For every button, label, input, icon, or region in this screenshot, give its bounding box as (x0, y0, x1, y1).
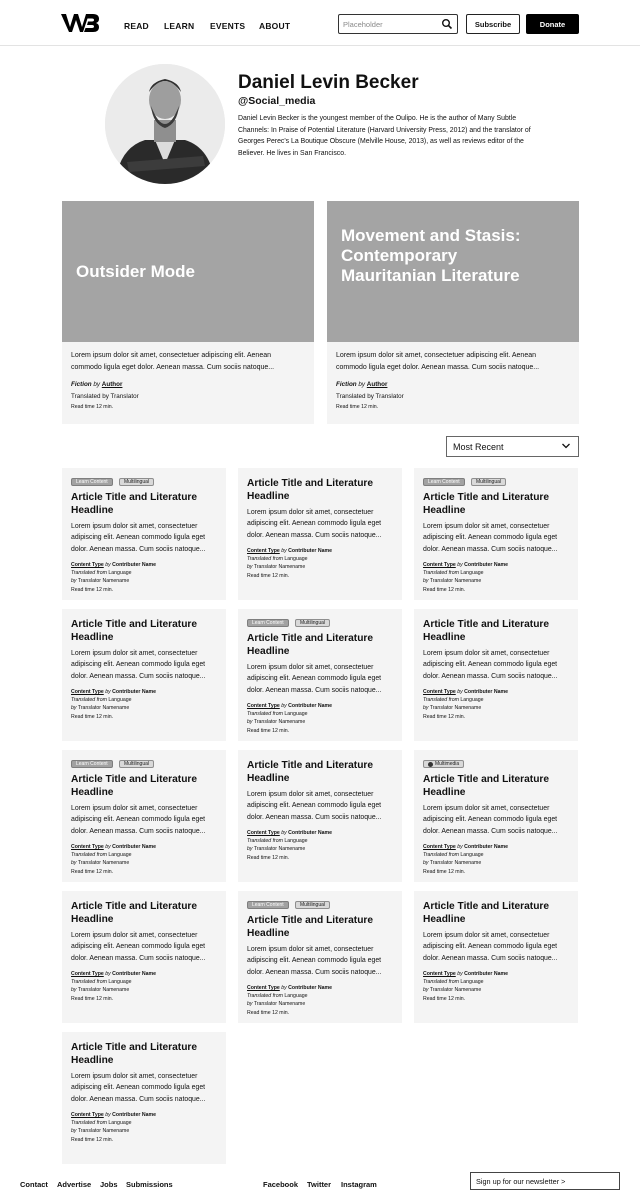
translator-name: Translator Namename (253, 719, 306, 726)
nav-read[interactable]: READ (124, 21, 149, 31)
article-title[interactable]: Article Title and Literature Headline (71, 901, 198, 925)
translator-name: Translator Namename (77, 578, 130, 585)
translator-name: Translator Namename (253, 846, 306, 853)
tag-multilingual[interactable]: Multilingual (119, 760, 154, 768)
article-excerpt: Lorem ipsum dolor sit amet, consectetuer adipiscing elit. Aenean commodo ligula eget dolor. Aenean massa. Cum sociis natoque... (247, 664, 382, 694)
contributor-name[interactable]: Contributer Name (288, 703, 332, 709)
translated-from-label: Translated from (423, 979, 459, 986)
translated-from-label: Translated from (71, 1120, 107, 1127)
contributor-name[interactable]: Contributer Name (464, 689, 508, 695)
article-card[interactable] (62, 468, 226, 600)
translated-from-label: Translated from (71, 852, 107, 859)
language-label: Language (108, 1120, 132, 1127)
subscribe-button[interactable]: Subscribe (466, 14, 520, 34)
by-label: by (105, 689, 111, 695)
site-logo[interactable] (60, 12, 100, 34)
translated-from-label: Translated from (247, 711, 283, 718)
language-label: Language (284, 556, 308, 563)
article-excerpt: Lorem ipsum dolor sit amet, consectetuer adipiscing elit. Aenean commodo ligula eget dolor. Aenean massa. Cum sociis natoque... (423, 805, 558, 835)
read-time: Read time 12 min. (247, 727, 290, 734)
translator-name: Translator Namename (429, 987, 482, 994)
read-time: Read time 12 min. (423, 586, 466, 593)
translator-name: Translator Namename (77, 705, 130, 712)
contributor-name[interactable]: Contributer Name (464, 844, 508, 850)
featured-read-time: Read time 12 min. (336, 404, 379, 410)
by-label: by (281, 830, 287, 836)
by-label: by (105, 844, 111, 850)
article-card[interactable] (62, 891, 226, 1023)
donate-button[interactable]: Donate (526, 14, 579, 34)
tag-learn-content[interactable]: Learn Content (71, 760, 113, 768)
by-label: by (457, 562, 463, 568)
featured-article[interactable] (327, 201, 579, 424)
by-label: by (457, 971, 463, 977)
search-box (338, 14, 458, 34)
language-label: Language (108, 979, 132, 986)
by-label: by (423, 987, 429, 994)
translated-from-label: Translated from (247, 993, 283, 1000)
by-label: by (71, 1128, 77, 1135)
footer-link-twitter[interactable]: Twitter (307, 1180, 332, 1189)
sort-selected-value: Most Recent (453, 442, 504, 452)
translator-name: Translator Namename (77, 987, 130, 994)
article-title[interactable]: Article Title and Literature Headline (247, 478, 374, 502)
contributor-name[interactable]: Contributer Name (112, 1112, 156, 1118)
article-excerpt: Lorem ipsum dolor sit amet, consectetuer adipiscing elit. Aenean commodo ligula eget dolor. Aenean massa. Cum sociis natoque... (423, 523, 558, 553)
content-type-link[interactable]: Content Type (423, 844, 456, 850)
by-label: by (71, 987, 77, 994)
author-bio: Daniel Levin Becker is the youngest member of the Oulipo. He is the author of Many Subtle Channels: In Praise of Potential Literature (Harvard University Press, 2012) and the translator of Georges Perec's La Boutique Obscure (Melville House, 2013), as well as reviews editor of the Believer. He lives in San Francisco. (238, 115, 531, 158)
article-excerpt: Lorem ipsum dolor sit amet, consectetuer adipiscing elit. Aenean commodo ligula eget dolor. Aenean massa. Cum sociis natoque... (71, 932, 206, 962)
article-card[interactable] (414, 468, 578, 600)
article-excerpt: Lorem ipsum dolor sit amet, consectetuer adipiscing elit. Aenean commodo ligula eget dolor. Aenean massa. Cum sociis natoque... (71, 1073, 206, 1103)
tag-multimedia-label: Multimedia (435, 761, 460, 767)
content-type-link[interactable]: Content Type (423, 689, 456, 695)
contributor-name[interactable]: Contributer Name (112, 562, 156, 568)
by-label: by (247, 846, 253, 853)
read-time: Read time 12 min. (71, 995, 114, 1002)
article-title[interactable]: Article Title and Literature Headline (247, 760, 374, 784)
featured-image[interactable] (327, 201, 579, 342)
tag-multilingual[interactable]: Multilingual (295, 901, 330, 909)
language-label: Language (460, 979, 484, 986)
language-label: Language (284, 711, 308, 718)
tag-multilingual[interactable]: Multilingual (119, 478, 154, 486)
by-label: by (247, 1001, 253, 1008)
article-title[interactable]: Article Title and Literature Headline (71, 619, 198, 643)
article-card[interactable] (62, 1032, 226, 1164)
article-meta (423, 688, 573, 721)
language-label: Language (460, 697, 484, 704)
read-time: Read time 12 min. (423, 868, 466, 875)
contributor-name[interactable]: Contributer Name (112, 689, 156, 695)
read-time: Read time 12 min. (71, 586, 114, 593)
footer-link-advertise[interactable]: Advertise (57, 1180, 92, 1189)
search-input[interactable] (343, 18, 439, 31)
translated-from-label: Translated from (423, 852, 459, 859)
article-meta (71, 561, 221, 594)
content-type-link[interactable]: Content Type (71, 844, 104, 850)
article-card[interactable] (414, 891, 578, 1023)
translator-name: Translator Namename (429, 578, 482, 585)
nav-learn[interactable]: LEARN (164, 21, 195, 31)
content-type-link[interactable]: Content Type (247, 548, 280, 554)
contributor-name[interactable]: Contributer Name (288, 985, 332, 991)
article-excerpt: Lorem ipsum dolor sit amet, consectetuer adipiscing elit. Aenean commodo ligula eget dolor. Aenean massa. Cum sociis natoque... (247, 946, 382, 976)
category-label: Fiction (336, 381, 357, 388)
by-label: by (247, 719, 253, 726)
by-label: by (247, 564, 253, 571)
featured-translator: Translated by Translator (71, 393, 139, 400)
footer-link-jobs[interactable]: Jobs (100, 1180, 118, 1189)
translator-name: Translator Namename (77, 860, 130, 867)
article-meta (71, 843, 221, 876)
sort-dropdown[interactable] (446, 436, 579, 457)
featured-category (336, 381, 387, 388)
article-meta (423, 970, 573, 1003)
featured-excerpt: Lorem ipsum dolor sit amet, consectetuer adipiscing elit. Aenean commodo ligula eget dolor. Aenean massa. Cum sociis natoque... (71, 352, 275, 371)
language-label: Language (460, 570, 484, 577)
article-excerpt: Lorem ipsum dolor sit amet, consectetuer adipiscing elit. Aenean commodo ligula eget dolor. Aenean massa. Cum sociis natoque... (71, 523, 206, 553)
translator-name: Translator Namename (429, 860, 482, 867)
article-meta (423, 843, 573, 876)
contributor-name[interactable]: Contributer Name (112, 971, 156, 977)
article-meta (71, 1111, 221, 1144)
featured-translator: Translated by Translator (336, 393, 404, 400)
article-excerpt: Lorem ipsum dolor sit amet, consectetuer adipiscing elit. Aenean commodo ligula eget dolor. Aenean massa. Cum sociis natoque... (71, 805, 206, 835)
translated-from-label: Translated from (71, 697, 107, 704)
featured-read-time: Read time 12 min. (71, 404, 114, 410)
translator-name: Translator Namename (429, 705, 482, 712)
contributor-name[interactable]: Contributer Name (288, 548, 332, 554)
language-label: Language (108, 570, 132, 577)
by-label: by (71, 705, 77, 712)
chevron-down-icon (561, 441, 571, 451)
author-avatar (105, 64, 225, 184)
search-icon[interactable] (441, 18, 453, 30)
article-card[interactable] (62, 750, 226, 882)
content-type-link[interactable]: Content Type (247, 830, 280, 836)
footer-link-submissions[interactable]: Submissions (126, 1180, 173, 1189)
by-label: by (105, 562, 111, 568)
by-label: by (105, 1112, 111, 1118)
article-title[interactable]: Article Title and Literature Headline (247, 633, 374, 657)
article-card[interactable] (238, 609, 402, 741)
article-title[interactable]: Article Title and Literature Headline (71, 774, 198, 798)
translated-from-label: Translated from (247, 556, 283, 563)
article-excerpt: Lorem ipsum dolor sit amet, consectetuer adipiscing elit. Aenean commodo ligula eget dolor. Aenean massa. Cum sociis natoque... (71, 650, 206, 680)
newsletter-signup[interactable] (470, 1172, 620, 1190)
article-title[interactable]: Article Title and Literature Headline (423, 492, 550, 516)
featured-image[interactable] (62, 201, 314, 342)
article-title[interactable]: Article Title and Literature Headline (247, 915, 374, 939)
by-label: by (105, 971, 111, 977)
article-card[interactable] (238, 750, 402, 882)
language-label: Language (284, 993, 308, 1000)
content-type-link[interactable]: Content Type (247, 985, 280, 991)
tag-learn-content[interactable]: Learn Content (247, 619, 289, 627)
article-meta (247, 702, 397, 735)
tag-learn-content[interactable]: Learn Content (71, 478, 113, 486)
language-label: Language (108, 852, 132, 859)
footer-link-instagram[interactable]: Instagram (341, 1180, 377, 1189)
by-label: by (71, 860, 77, 867)
article-meta (71, 688, 221, 721)
article-card[interactable] (62, 609, 226, 741)
content-type-link[interactable]: Content Type (247, 703, 280, 709)
by-label: by (281, 548, 287, 554)
tag-learn-content[interactable]: Learn Content (423, 478, 465, 486)
article-card[interactable] (238, 891, 402, 1023)
tag-multimedia[interactable] (423, 760, 464, 768)
article-excerpt: Lorem ipsum dolor sit amet, consectetuer adipiscing elit. Aenean commodo ligula eget dolor. Aenean massa. Cum sociis natoque... (423, 932, 558, 962)
author-social-handle[interactable]: @Social_media (238, 95, 316, 107)
play-icon (428, 762, 433, 767)
category-label: Fiction (71, 381, 92, 388)
by-label: by (281, 985, 287, 991)
nav-events[interactable]: EVENTS (210, 21, 246, 31)
by-label: by (457, 844, 463, 850)
author-link[interactable]: Author (366, 381, 388, 388)
featured-category (71, 381, 122, 388)
language-label: Language (108, 697, 132, 704)
article-title[interactable]: Article Title and Literature Headline (71, 492, 198, 516)
newsletter-label: Sign up for our newsletter > (476, 1177, 566, 1186)
read-time: Read time 12 min. (71, 868, 114, 875)
contributor-name[interactable]: Contributer Name (288, 830, 332, 836)
read-time: Read time 12 min. (71, 1136, 114, 1143)
contributor-name[interactable]: Contributer Name (464, 971, 508, 977)
content-type-link[interactable]: Content Type (71, 1112, 104, 1118)
article-title[interactable]: Article Title and Literature Headline (423, 619, 550, 643)
read-time: Read time 12 min. (423, 995, 466, 1002)
by-label: by (457, 689, 463, 695)
article-excerpt: Lorem ipsum dolor sit amet, consectetuer adipiscing elit. Aenean commodo ligula eget dolor. Aenean massa. Cum sociis natoque... (247, 509, 382, 539)
featured-excerpt: Lorem ipsum dolor sit amet, consectetuer adipiscing elit. Aenean commodo ligula eget dolor. Aenean massa. Cum sociis natoque... (336, 352, 540, 371)
by-label: by (423, 860, 429, 867)
translated-from-label: Translated from (423, 697, 459, 704)
read-time: Read time 12 min. (423, 713, 466, 720)
read-time: Read time 12 min. (247, 1009, 290, 1016)
article-meta (247, 829, 397, 862)
article-title[interactable]: Article Title and Literature Headline (423, 774, 550, 798)
tag-multilingual[interactable]: Multilingual (295, 619, 330, 627)
tag-learn-content[interactable]: Learn Content (247, 901, 289, 909)
featured-article[interactable] (62, 201, 314, 424)
footer-link-contact[interactable]: Contact (20, 1180, 48, 1189)
translator-name: Translator Namename (253, 1001, 306, 1008)
content-type-link[interactable]: Content Type (71, 689, 104, 695)
by-label: by (423, 578, 429, 585)
article-card[interactable] (414, 609, 578, 741)
content-type-link[interactable]: Content Type (71, 971, 104, 977)
article-card[interactable] (414, 750, 578, 882)
contributor-name[interactable]: Contributer Name (112, 844, 156, 850)
author-name: Daniel Levin Becker (238, 72, 419, 93)
by-label: by (71, 578, 77, 585)
contributor-name[interactable]: Contributer Name (464, 562, 508, 568)
nav-about[interactable]: ABOUT (259, 21, 291, 31)
article-meta (247, 984, 397, 1017)
translator-name: Translator Namename (77, 1128, 130, 1135)
featured-title[interactable]: Movement and Stasis: Contemporary Mauritanian Literature (341, 226, 521, 285)
language-label: Language (460, 852, 484, 859)
site-header (0, 0, 640, 46)
translated-from-label: Translated from (71, 570, 107, 577)
article-excerpt: Lorem ipsum dolor sit amet, consectetuer adipiscing elit. Aenean commodo ligula eget dolor. Aenean massa. Cum sociis natoque... (423, 650, 558, 680)
article-title[interactable]: Article Title and Literature Headline (423, 901, 550, 925)
footer-link-facebook[interactable]: Facebook (263, 1180, 299, 1189)
by-label: by (281, 703, 287, 709)
translated-from-label: Translated from (71, 979, 107, 986)
article-card[interactable] (238, 468, 402, 600)
content-type-link[interactable]: Content Type (423, 971, 456, 977)
content-type-link[interactable]: Content Type (423, 562, 456, 568)
read-time: Read time 12 min. (247, 572, 290, 579)
tag-multilingual[interactable]: Multilingual (471, 478, 506, 486)
read-time: Read time 12 min. (247, 854, 290, 861)
by-label: by (93, 381, 101, 388)
article-meta (423, 561, 573, 594)
article-meta (247, 547, 397, 580)
by-label: by (423, 705, 429, 712)
article-meta (71, 970, 221, 1003)
article-title[interactable]: Article Title and Literature Headline (71, 1042, 198, 1066)
featured-title[interactable]: Outsider Mode (76, 262, 196, 281)
content-type-link[interactable]: Content Type (71, 562, 104, 568)
read-time: Read time 12 min. (71, 713, 114, 720)
translated-from-label: Translated from (247, 838, 283, 845)
language-label: Language (284, 838, 308, 845)
author-link[interactable]: Author (101, 381, 123, 388)
by-label: by (358, 381, 366, 388)
translated-from-label: Translated from (423, 570, 459, 577)
article-excerpt: Lorem ipsum dolor sit amet, consectetuer adipiscing elit. Aenean commodo ligula eget dolor. Aenean massa. Cum sociis natoque... (247, 791, 382, 821)
translator-name: Translator Namename (253, 564, 306, 571)
